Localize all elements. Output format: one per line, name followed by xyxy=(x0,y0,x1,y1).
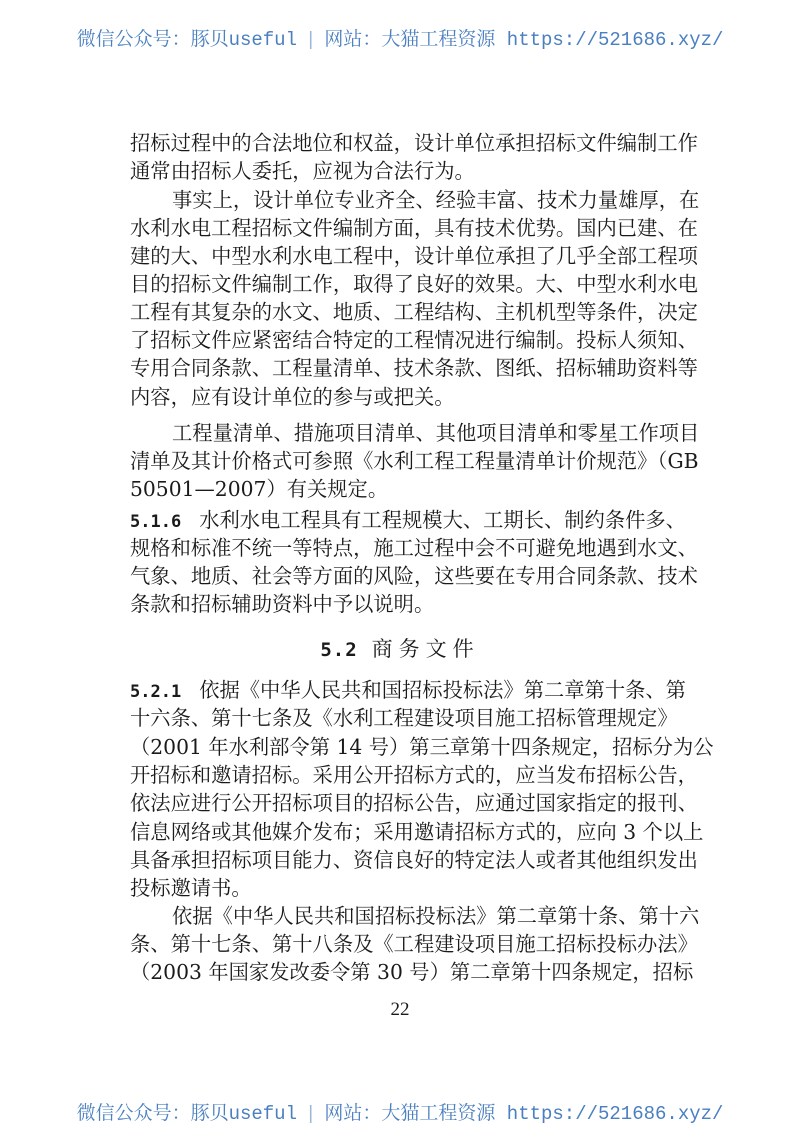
text-line: 内容，应有设计单位的参与或把关。 xyxy=(130,385,455,409)
text-line: 条、第十七条、第十八条及《工程建设项目施工招标投标办法》 xyxy=(130,932,698,956)
text-line: 气象、地质、社会等方面的风险，这些要在专用合同条款、技术 xyxy=(130,564,698,588)
clause-5-1-6-first-line xyxy=(130,506,686,534)
clause-number: 5.1.6 xyxy=(130,512,182,532)
text-line: 50501—2007）有关规定。 xyxy=(130,477,389,501)
text-line: 投标邀请书。 xyxy=(130,876,252,900)
clause-number: 5.2.1 xyxy=(130,682,182,702)
text-line: 专用合同条款、工程量清单、技术条款、图纸、招标辅助资料等 xyxy=(130,356,698,380)
watermark-wechat: 微信公众号：豚贝useful xyxy=(76,1103,297,1125)
text-line: 水利水电工程招标文件编制方面，具有技术优势。国内已建、在 xyxy=(130,216,698,240)
text-line: （2003 年国家发改委令第 30 号）第二章第十四条规定，招标 xyxy=(130,960,694,984)
text-line: 十六条、第十七条及《水利工程建设项目施工招标管理规定》 xyxy=(130,706,678,730)
text-line: 事实上，设计单位专业齐全、经验丰富、技术力量雄厚，在 xyxy=(172,188,700,212)
text-line: （2001 年水利部令第 14 号）第三章第十四条规定，招标分为公 xyxy=(130,735,714,759)
watermark-website: 网站：大猫工程资源 https://521686.xyz/ xyxy=(324,29,724,51)
text-line: 通常由招标人委托，应视为合法行为。 xyxy=(130,159,475,183)
text-line: 招标过程中的合法地位和权益，设计单位承担招标文件编制工作 xyxy=(130,131,698,155)
text-line: 目的招标文件编制工作，取得了良好的效果。大、中型水利水电 xyxy=(130,272,698,296)
watermark-header xyxy=(0,24,800,51)
page-number: 22 xyxy=(390,999,410,1020)
section-title: 商务文件 xyxy=(371,637,480,661)
text-line: 开招标和邀请招标。采用公开招标方式的，应当发布招标公告， xyxy=(130,763,698,787)
text-span: 水利水电工程具有工程规模大、工期长、制约条件多、 xyxy=(199,508,686,532)
text-line: 了招标文件应紧密结合特定的工程情况进行编制。投标人须知、 xyxy=(130,328,698,352)
watermark-footer xyxy=(0,1098,800,1125)
section-heading xyxy=(0,633,800,663)
text-line: 建的大、中型水利水电工程中，设计单位承担了几乎全部工程项 xyxy=(130,244,698,268)
text-line: 依法应进行公开招标项目的招标公告，应通过国家指定的报刊、 xyxy=(130,791,698,815)
watermark-separator: | xyxy=(304,1103,317,1125)
text-line: 条款和招标辅助资料中予以说明。 xyxy=(130,592,435,616)
text-line: 依据《中华人民共和国招标投标法》第二章第十条、第十六 xyxy=(172,904,700,928)
text-line: 清单及其计价格式可参照《水利工程工程量清单计价规范》（GB xyxy=(130,449,699,473)
clause-5-2-1-first-line xyxy=(130,676,686,704)
section-number: 5.2 xyxy=(320,639,358,661)
watermark-website: 网站：大猫工程资源 https://521686.xyz/ xyxy=(324,1103,724,1125)
text-line: 工程量清单、措施项目清单、其他项目清单和零星工作项目 xyxy=(172,421,700,445)
watermark-wechat: 微信公众号：豚贝useful xyxy=(76,29,297,51)
text-line: 规格和标准不统一等特点，施工过程中会不可避免地遇到水文、 xyxy=(130,536,698,560)
watermark-separator: | xyxy=(304,29,317,51)
text-line: 具备承担招标项目能力、资信良好的特定法人或者其他组织发出 xyxy=(130,848,698,872)
text-line: 信息网络或其他媒介发布；采用邀请招标方式的，应向 3 个以上 xyxy=(130,820,704,844)
text-line: 工程有其复杂的水文、地质、工程结构、主机机型等条件，决定 xyxy=(130,300,698,324)
text-span: 依据《中华人民共和国招标投标法》第二章第十条、第 xyxy=(199,678,686,702)
